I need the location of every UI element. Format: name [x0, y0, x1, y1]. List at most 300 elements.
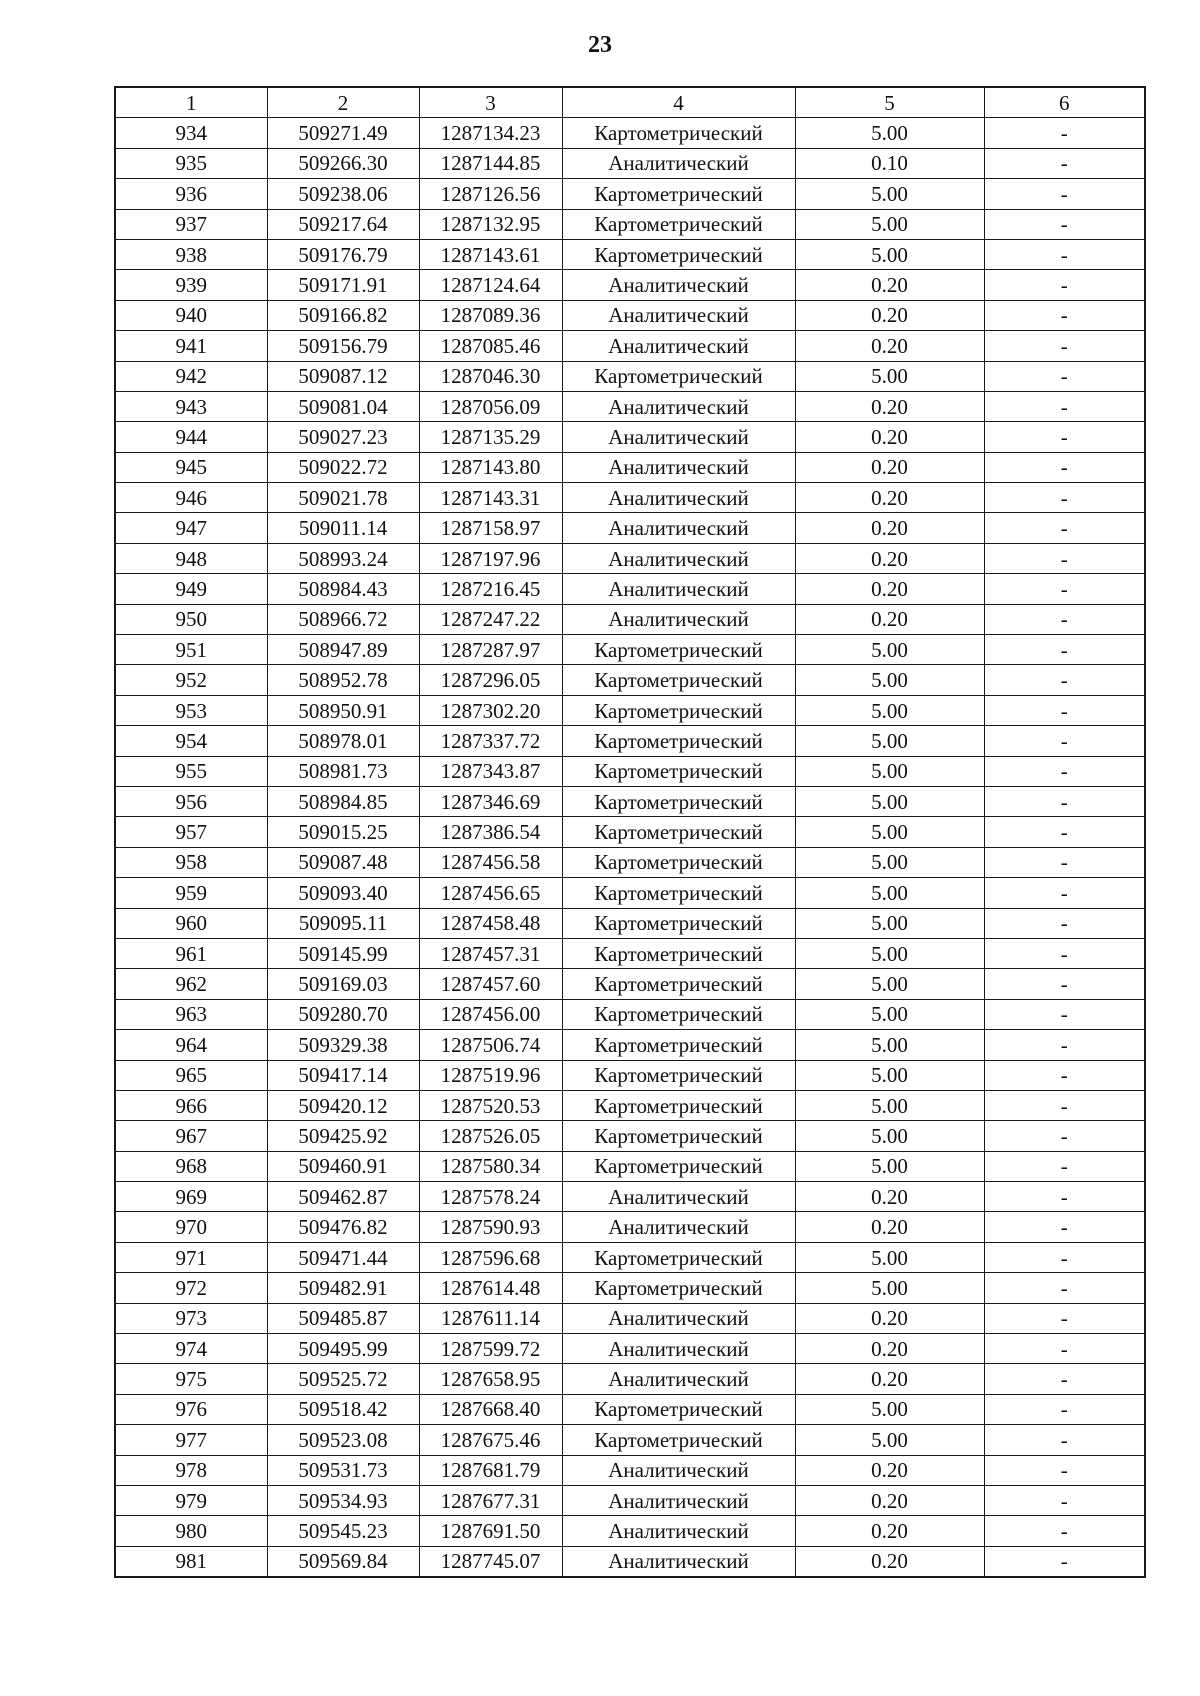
coordinates-table	[114, 86, 1146, 1578]
accuracy-cell: 0.20	[795, 1546, 984, 1577]
method-cell: Картометрический	[562, 969, 795, 999]
y-coordinate-cell: 1287134.23	[419, 118, 562, 148]
x-coordinate-cell: 508952.78	[267, 665, 419, 695]
y-coordinate-cell: 1287677.31	[419, 1485, 562, 1515]
x-coordinate-cell: 509569.84	[267, 1546, 419, 1577]
note-cell: -	[984, 604, 1145, 634]
note-cell: -	[984, 726, 1145, 756]
table-row	[115, 969, 1145, 999]
note-cell: -	[984, 391, 1145, 421]
x-coordinate-cell: 509266.30	[267, 148, 419, 178]
x-coordinate-cell: 509482.91	[267, 1273, 419, 1303]
note-cell: -	[984, 1212, 1145, 1242]
y-coordinate-cell: 1287614.48	[419, 1273, 562, 1303]
y-coordinate-cell: 1287691.50	[419, 1516, 562, 1546]
x-coordinate-cell: 509271.49	[267, 118, 419, 148]
point-number-cell: 958	[115, 847, 267, 877]
point-number-cell: 941	[115, 331, 267, 361]
method-cell: Аналитический	[562, 574, 795, 604]
table-row	[115, 786, 1145, 816]
method-cell: Картометрический	[562, 847, 795, 877]
accuracy-cell: 0.20	[795, 1303, 984, 1333]
y-coordinate-cell: 1287675.46	[419, 1425, 562, 1455]
x-coordinate-cell: 509531.73	[267, 1455, 419, 1485]
note-cell: -	[984, 635, 1145, 665]
point-number-cell: 970	[115, 1212, 267, 1242]
table-row	[115, 1455, 1145, 1485]
y-coordinate-cell: 1287056.09	[419, 391, 562, 421]
accuracy-cell: 0.20	[795, 543, 984, 573]
accuracy-cell: 5.00	[795, 786, 984, 816]
method-cell: Картометрический	[562, 239, 795, 269]
note-cell: -	[984, 331, 1145, 361]
point-number-cell: 969	[115, 1182, 267, 1212]
x-coordinate-cell: 509525.72	[267, 1364, 419, 1394]
accuracy-cell: 5.00	[795, 361, 984, 391]
x-coordinate-cell: 509166.82	[267, 300, 419, 330]
point-number-cell: 960	[115, 908, 267, 938]
y-coordinate-cell: 1287668.40	[419, 1394, 562, 1424]
method-cell: Картометрический	[562, 179, 795, 209]
y-coordinate-cell: 1287596.68	[419, 1242, 562, 1272]
header-cell: 4	[562, 87, 795, 118]
method-cell: Аналитический	[562, 1334, 795, 1364]
table-row	[115, 1546, 1145, 1577]
y-coordinate-cell: 1287580.34	[419, 1151, 562, 1181]
note-cell: -	[984, 452, 1145, 482]
y-coordinate-cell: 1287296.05	[419, 665, 562, 695]
method-cell: Аналитический	[562, 1546, 795, 1577]
y-coordinate-cell: 1287457.60	[419, 969, 562, 999]
note-cell: -	[984, 300, 1145, 330]
table-row	[115, 1151, 1145, 1181]
y-coordinate-cell: 1287089.36	[419, 300, 562, 330]
note-cell: -	[984, 847, 1145, 877]
y-coordinate-cell: 1287144.85	[419, 148, 562, 178]
table-row	[115, 452, 1145, 482]
x-coordinate-cell: 509217.64	[267, 209, 419, 239]
method-cell: Аналитический	[562, 391, 795, 421]
accuracy-cell: 0.20	[795, 483, 984, 513]
table-row	[115, 1303, 1145, 1333]
point-number-cell: 957	[115, 817, 267, 847]
x-coordinate-cell: 509280.70	[267, 999, 419, 1029]
table-row	[115, 422, 1145, 452]
table-row	[115, 726, 1145, 756]
y-coordinate-cell: 1287085.46	[419, 331, 562, 361]
point-number-cell: 956	[115, 786, 267, 816]
y-coordinate-cell: 1287578.24	[419, 1182, 562, 1212]
header-cell: 2	[267, 87, 419, 118]
method-cell: Аналитический	[562, 483, 795, 513]
table-row	[115, 209, 1145, 239]
method-cell: Картометрический	[562, 361, 795, 391]
accuracy-cell: 5.00	[795, 1121, 984, 1151]
table-row	[115, 391, 1145, 421]
accuracy-cell: 5.00	[795, 118, 984, 148]
accuracy-cell: 0.20	[795, 574, 984, 604]
point-number-cell: 954	[115, 726, 267, 756]
method-cell: Картометрический	[562, 1425, 795, 1455]
point-number-cell: 976	[115, 1394, 267, 1424]
y-coordinate-cell: 1287681.79	[419, 1455, 562, 1485]
accuracy-cell: 5.00	[795, 1151, 984, 1181]
x-coordinate-cell: 509462.87	[267, 1182, 419, 1212]
accuracy-cell: 5.00	[795, 665, 984, 695]
y-coordinate-cell: 1287135.29	[419, 422, 562, 452]
table-row	[115, 270, 1145, 300]
note-cell: -	[984, 513, 1145, 543]
x-coordinate-cell: 509022.72	[267, 452, 419, 482]
x-coordinate-cell: 509420.12	[267, 1090, 419, 1120]
x-coordinate-cell: 509081.04	[267, 391, 419, 421]
x-coordinate-cell: 509495.99	[267, 1334, 419, 1364]
y-coordinate-cell: 1287126.56	[419, 179, 562, 209]
accuracy-cell: 0.20	[795, 270, 984, 300]
header-cell: 1	[115, 87, 267, 118]
table-row	[115, 1242, 1145, 1272]
accuracy-cell: 0.20	[795, 1212, 984, 1242]
accuracy-cell: 5.00	[795, 179, 984, 209]
x-coordinate-cell: 509460.91	[267, 1151, 419, 1181]
note-cell: -	[984, 1151, 1145, 1181]
method-cell: Картометрический	[562, 1242, 795, 1272]
y-coordinate-cell: 1287143.80	[419, 452, 562, 482]
table-row	[115, 1182, 1145, 1212]
point-number-cell: 946	[115, 483, 267, 513]
note-cell: -	[984, 543, 1145, 573]
method-cell: Аналитический	[562, 300, 795, 330]
note-cell: -	[984, 1394, 1145, 1424]
note-cell: -	[984, 786, 1145, 816]
y-coordinate-cell: 1287197.96	[419, 543, 562, 573]
x-coordinate-cell: 508978.01	[267, 726, 419, 756]
table-row	[115, 847, 1145, 877]
y-coordinate-cell: 1287745.07	[419, 1546, 562, 1577]
x-coordinate-cell: 509011.14	[267, 513, 419, 543]
table-row	[115, 513, 1145, 543]
accuracy-cell: 5.00	[795, 635, 984, 665]
table-row	[115, 665, 1145, 695]
accuracy-cell: 5.00	[795, 726, 984, 756]
point-number-cell: 980	[115, 1516, 267, 1546]
accuracy-cell: 5.00	[795, 239, 984, 269]
y-coordinate-cell: 1287143.61	[419, 239, 562, 269]
table-row	[115, 1090, 1145, 1120]
note-cell: -	[984, 1121, 1145, 1151]
y-coordinate-cell: 1287520.53	[419, 1090, 562, 1120]
table-row	[115, 999, 1145, 1029]
table-row	[115, 543, 1145, 573]
note-cell: -	[984, 695, 1145, 725]
accuracy-cell: 5.00	[795, 908, 984, 938]
point-number-cell: 961	[115, 938, 267, 968]
y-coordinate-cell: 1287456.65	[419, 878, 562, 908]
y-coordinate-cell: 1287599.72	[419, 1334, 562, 1364]
point-number-cell: 952	[115, 665, 267, 695]
accuracy-cell: 5.00	[795, 1242, 984, 1272]
table-row	[115, 1121, 1145, 1151]
x-coordinate-cell: 508966.72	[267, 604, 419, 634]
note-cell: -	[984, 1303, 1145, 1333]
y-coordinate-cell: 1287458.48	[419, 908, 562, 938]
y-coordinate-cell: 1287658.95	[419, 1364, 562, 1394]
point-number-cell: 965	[115, 1060, 267, 1090]
method-cell: Картометрический	[562, 1394, 795, 1424]
accuracy-cell: 0.20	[795, 1182, 984, 1212]
x-coordinate-cell: 508950.91	[267, 695, 419, 725]
header-cell: 6	[984, 87, 1145, 118]
table-row	[115, 1516, 1145, 1546]
x-coordinate-cell: 509417.14	[267, 1060, 419, 1090]
point-number-cell: 972	[115, 1273, 267, 1303]
x-coordinate-cell: 509238.06	[267, 179, 419, 209]
accuracy-cell: 0.10	[795, 148, 984, 178]
x-coordinate-cell: 508984.43	[267, 574, 419, 604]
point-number-cell: 971	[115, 1242, 267, 1272]
note-cell: -	[984, 1090, 1145, 1120]
method-cell: Картометрический	[562, 1273, 795, 1303]
accuracy-cell: 0.20	[795, 331, 984, 361]
accuracy-cell: 0.20	[795, 1364, 984, 1394]
x-coordinate-cell: 509171.91	[267, 270, 419, 300]
header-cell: 5	[795, 87, 984, 118]
table-row	[115, 179, 1145, 209]
note-cell: -	[984, 1455, 1145, 1485]
table-row	[115, 1273, 1145, 1303]
y-coordinate-cell: 1287456.58	[419, 847, 562, 877]
y-coordinate-cell: 1287457.31	[419, 938, 562, 968]
method-cell: Аналитический	[562, 1485, 795, 1515]
y-coordinate-cell: 1287337.72	[419, 726, 562, 756]
method-cell: Аналитический	[562, 1516, 795, 1546]
table-row	[115, 908, 1145, 938]
method-cell: Аналитический	[562, 1303, 795, 1333]
accuracy-cell: 0.20	[795, 391, 984, 421]
page-number: 23	[588, 32, 612, 58]
x-coordinate-cell: 509027.23	[267, 422, 419, 452]
point-number-cell: 934	[115, 118, 267, 148]
y-coordinate-cell: 1287611.14	[419, 1303, 562, 1333]
x-coordinate-cell: 509156.79	[267, 331, 419, 361]
method-cell: Картометрический	[562, 1090, 795, 1120]
accuracy-cell: 0.20	[795, 452, 984, 482]
accuracy-cell: 0.20	[795, 1485, 984, 1515]
method-cell: Аналитический	[562, 148, 795, 178]
x-coordinate-cell: 509476.82	[267, 1212, 419, 1242]
x-coordinate-cell: 509329.38	[267, 1030, 419, 1060]
note-cell: -	[984, 1546, 1145, 1577]
table-row	[115, 1485, 1145, 1515]
note-cell: -	[984, 1516, 1145, 1546]
point-number-cell: 967	[115, 1121, 267, 1151]
table-row	[115, 1394, 1145, 1424]
point-number-cell: 950	[115, 604, 267, 634]
point-number-cell: 968	[115, 1151, 267, 1181]
method-cell: Картометрический	[562, 635, 795, 665]
note-cell: -	[984, 1242, 1145, 1272]
accuracy-cell: 0.20	[795, 422, 984, 452]
y-coordinate-cell: 1287158.97	[419, 513, 562, 543]
method-cell: Аналитический	[562, 1182, 795, 1212]
point-number-cell: 959	[115, 878, 267, 908]
table-row	[115, 878, 1145, 908]
y-coordinate-cell: 1287386.54	[419, 817, 562, 847]
point-number-cell: 953	[115, 695, 267, 725]
point-number-cell: 978	[115, 1455, 267, 1485]
x-coordinate-cell: 509485.87	[267, 1303, 419, 1333]
y-coordinate-cell: 1287216.45	[419, 574, 562, 604]
note-cell: -	[984, 361, 1145, 391]
x-coordinate-cell: 508993.24	[267, 543, 419, 573]
method-cell: Картометрический	[562, 817, 795, 847]
accuracy-cell: 5.00	[795, 969, 984, 999]
accuracy-cell: 0.20	[795, 1516, 984, 1546]
point-number-cell: 951	[115, 635, 267, 665]
table-row	[115, 118, 1145, 148]
method-cell: Аналитический	[562, 513, 795, 543]
note-cell: -	[984, 179, 1145, 209]
x-coordinate-cell: 508981.73	[267, 756, 419, 786]
note-cell: -	[984, 239, 1145, 269]
method-cell: Картометрический	[562, 665, 795, 695]
point-number-cell: 964	[115, 1030, 267, 1060]
note-cell: -	[984, 209, 1145, 239]
table-row	[115, 1060, 1145, 1090]
x-coordinate-cell: 508947.89	[267, 635, 419, 665]
x-coordinate-cell: 509095.11	[267, 908, 419, 938]
table-row	[115, 756, 1145, 786]
method-cell: Картометрический	[562, 695, 795, 725]
x-coordinate-cell: 509176.79	[267, 239, 419, 269]
note-cell: -	[984, 1273, 1145, 1303]
accuracy-cell: 5.00	[795, 209, 984, 239]
x-coordinate-cell: 509087.48	[267, 847, 419, 877]
accuracy-cell: 5.00	[795, 999, 984, 1029]
method-cell: Картометрический	[562, 1121, 795, 1151]
note-cell: -	[984, 665, 1145, 695]
point-number-cell: 948	[115, 543, 267, 573]
table-row	[115, 239, 1145, 269]
y-coordinate-cell: 1287124.64	[419, 270, 562, 300]
header-cell: 3	[419, 87, 562, 118]
accuracy-cell: 5.00	[795, 695, 984, 725]
method-cell: Картометрический	[562, 118, 795, 148]
method-cell: Картометрический	[562, 1060, 795, 1090]
x-coordinate-cell: 509015.25	[267, 817, 419, 847]
x-coordinate-cell: 509093.40	[267, 878, 419, 908]
table-row	[115, 1030, 1145, 1060]
accuracy-cell: 5.00	[795, 1060, 984, 1090]
note-cell: -	[984, 483, 1145, 513]
method-cell: Аналитический	[562, 1364, 795, 1394]
point-number-cell: 966	[115, 1090, 267, 1120]
method-cell: Картометрический	[562, 726, 795, 756]
x-coordinate-cell: 509145.99	[267, 938, 419, 968]
y-coordinate-cell: 1287287.97	[419, 635, 562, 665]
method-cell: Аналитический	[562, 604, 795, 634]
method-cell: Аналитический	[562, 452, 795, 482]
accuracy-cell: 5.00	[795, 847, 984, 877]
point-number-cell: 940	[115, 300, 267, 330]
method-cell: Аналитический	[562, 1212, 795, 1242]
point-number-cell: 945	[115, 452, 267, 482]
point-number-cell: 942	[115, 361, 267, 391]
point-number-cell: 943	[115, 391, 267, 421]
x-coordinate-cell: 509534.93	[267, 1485, 419, 1515]
table-row	[115, 574, 1145, 604]
note-cell: -	[984, 1334, 1145, 1364]
y-coordinate-cell: 1287132.95	[419, 209, 562, 239]
note-cell: -	[984, 908, 1145, 938]
point-number-cell: 979	[115, 1485, 267, 1515]
table-row	[115, 148, 1145, 178]
method-cell: Картометрический	[562, 1030, 795, 1060]
table-body	[115, 118, 1145, 1577]
y-coordinate-cell: 1287247.22	[419, 604, 562, 634]
table-row	[115, 695, 1145, 725]
note-cell: -	[984, 938, 1145, 968]
table-row	[115, 300, 1145, 330]
note-cell: -	[984, 878, 1145, 908]
note-cell: -	[984, 1060, 1145, 1090]
accuracy-cell: 5.00	[795, 1273, 984, 1303]
method-cell: Картометрический	[562, 908, 795, 938]
accuracy-cell: 5.00	[795, 938, 984, 968]
accuracy-cell: 5.00	[795, 1394, 984, 1424]
table-row	[115, 1364, 1145, 1394]
point-number-cell: 937	[115, 209, 267, 239]
y-coordinate-cell: 1287519.96	[419, 1060, 562, 1090]
method-cell: Картометрический	[562, 938, 795, 968]
y-coordinate-cell: 1287346.69	[419, 786, 562, 816]
x-coordinate-cell: 509169.03	[267, 969, 419, 999]
note-cell: -	[984, 1485, 1145, 1515]
note-cell: -	[984, 756, 1145, 786]
point-number-cell: 974	[115, 1334, 267, 1364]
y-coordinate-cell: 1287456.00	[419, 999, 562, 1029]
header-row	[115, 87, 1145, 118]
method-cell: Аналитический	[562, 422, 795, 452]
y-coordinate-cell: 1287506.74	[419, 1030, 562, 1060]
method-cell: Картометрический	[562, 1151, 795, 1181]
accuracy-cell: 0.20	[795, 1334, 984, 1364]
point-number-cell: 975	[115, 1364, 267, 1394]
point-number-cell: 944	[115, 422, 267, 452]
accuracy-cell: 0.20	[795, 604, 984, 634]
table-row	[115, 483, 1145, 513]
table-row	[115, 1334, 1145, 1364]
point-number-cell: 947	[115, 513, 267, 543]
note-cell: -	[984, 817, 1145, 847]
accuracy-cell: 5.00	[795, 1425, 984, 1455]
y-coordinate-cell: 1287046.30	[419, 361, 562, 391]
x-coordinate-cell: 509545.23	[267, 1516, 419, 1546]
accuracy-cell: 5.00	[795, 817, 984, 847]
method-cell: Аналитический	[562, 1455, 795, 1485]
x-coordinate-cell: 509021.78	[267, 483, 419, 513]
note-cell: -	[984, 422, 1145, 452]
note-cell: -	[984, 999, 1145, 1029]
x-coordinate-cell: 509087.12	[267, 361, 419, 391]
point-number-cell: 936	[115, 179, 267, 209]
accuracy-cell: 5.00	[795, 1090, 984, 1120]
point-number-cell: 973	[115, 1303, 267, 1333]
note-cell: -	[984, 574, 1145, 604]
point-number-cell: 963	[115, 999, 267, 1029]
table-row	[115, 1425, 1145, 1455]
point-number-cell: 977	[115, 1425, 267, 1455]
